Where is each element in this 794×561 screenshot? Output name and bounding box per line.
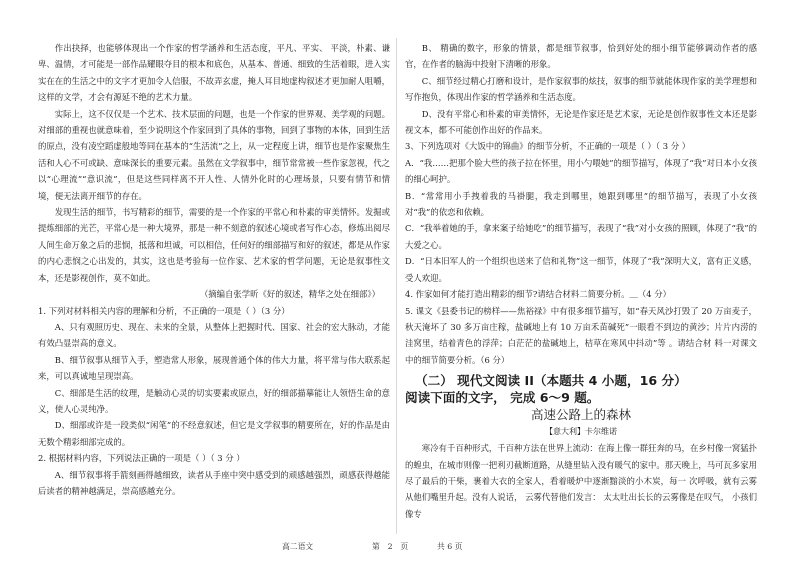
paragraph: 实际上，这不仅仅是一个艺术、技术层面的问题，也是一个作家的世界观、美学观的问题。对细部的重视也就意味着，至少说明这个作家回到了具体的事物，回到了事物的本体，回到生活的原点，没有凌空蹈虚般地等同在基本的“生活流”之上，从一定程度上讲，细节也是作家聚焦生活和人心不可或缺、意味深长的重要元素。虽然在文学叙事中，细节常常被一些作家忽视，代之以“心理流”“意识流”，但是这些同样离不开人性、人情外化时的心理场景，只要有情节和情境，便无法离开细节的存在。	[38, 108, 390, 201]
section-number: （二）	[415, 373, 453, 389]
q3-option-c: C．“我举着她的手，拿来案子给她吃”的细节描写，表现了“我”对小女孩的照顾，体现了“我”的大爱之心。	[405, 223, 757, 250]
source-citation: （摘编自张学昕《好的叙述，精华之处在细部》）	[199, 289, 380, 300]
q2-option-a: A、细节叙事将手箭刻画得越细致，读者从手座中突中感受到的顽感越强烈，顽感获得越能后读者的精神越满足，崇高感越充分。	[38, 469, 390, 496]
q1-option-d: D、细部或许是一段类似“闲笔”的不经意叙述，但它是文学叙事的精要所在，好的作品是由无数个精彩细部完成的。	[38, 420, 390, 447]
left-column	[38, 40, 390, 499]
right-column	[405, 40, 757, 522]
q2-option-b: B、 精确的数字，形象的情景，都是细节叙事，恰到好处的细小细节能够调动作者的感官，在作者的脑海中投射下清晰的形象。	[405, 43, 757, 70]
q1-option-b: B、细节叙事从细节入手，塑造常人形象，展现普通个体的伟大力量，将平常与伟大联系起来，可以真诚地呈现崇高。	[38, 354, 390, 382]
q3-option-a: A．“我……把那个脸大些的孩子拉在怀里，用小勺喂她”的细节描写，体现了“我”对日本小女孩的细心呵护。	[405, 157, 757, 185]
question-1: 1. 下列对材料相关内容的理解和分析，不正确的一项是（ ）（3 分）	[38, 305, 290, 316]
section-instruction: 阅读下面的文字， 完成 6～9 题。	[405, 390, 600, 406]
paragraph: 作出抉择，也能够体现出一个作家的哲学涵养和生活态度，平凡、平实、 平淡，朴素、谦卑、温情，才可能是一部作品耀眼夺目的根本和底色，从基本、普通、细致的生活着眼，进入实实在在的生活之中的文字才更加令人信服，不故弄玄虚，掩人耳目地虚构叙述才更加耐人咀嚼，这样的文学，才会有源延不绝的艺术力量。	[38, 43, 390, 103]
q3-option-b: B．“常常用小手拽着我的马褂腿，我走到哪里，她跟到哪里”的细节描写，表现了小女孩对“我”的依恋和依赖。	[405, 190, 757, 218]
q2-option-d: D、没有平常心和朴素的审美情怀，无论是作家还是艺术家，无论是创作叙事性文本还是影视文本，都不可能创作出好的作品来。	[405, 108, 757, 136]
q2-option-c: C、细节经过精心打磨和设计，是作家叙事的炫技，叙事的细节就能体现作家的美学理想和写作抱负，体现出作家的哲学涵养和生活态度。	[405, 75, 757, 103]
question-3: 3、下列选项对《大饭中的锦曲》的细节分析，不正确的一项是（ ）（ 3 分 ）	[405, 141, 691, 152]
question-5: 5. 课文《县委书记的榜样——焦裕禄》中有很多细节描写，如“春天风沙打毁了 20 万亩麦子，秋天淹坏了 30 多万亩庄稼，盐碱地上有 10 万亩禾苗碱死”一眼看不到边的黄沙；片片内涝的洼窝里，结着青色的浮萍；白茫茫的盐碱地上，桔草在寒风中抖动”等 。请结合材 料一对课文中的细节简要分析。（6 分）	[405, 305, 757, 365]
section-heading	[405, 372, 757, 389]
footer-page-number: 第 2 页	[372, 542, 409, 551]
question-4: 4. 作家如何才能打造出精彩的细节?请结合材料二简要分析。＿（4 分）	[405, 289, 672, 300]
column-divider	[396, 38, 397, 534]
article-paragraph: 寒冷有千百种形式，千百种方法在世界上流动：在海上像一群狂奔的马，在乡村像一窝猛扑的蝗虫，在城市则像一把利刃截断道路，从缝里钻入没有暖气的家中。那天晚上，马可瓦多家用尽了最后的干柴，裹着大衣的全家人，看着暖炉中逐渐黯淡的小木炭，每一 次呼吸，就有云雾从他们嘴里升起。没有人说话， 云雾代替他们发言： 太太吐出长长的云雾像是在叹气， 小孩们像专	[405, 443, 757, 519]
paragraph: 发现生活的细节，书写精彩的细节，需要的是一个作家的平常心和朴素的审美情怀。发掘或提炼细部的光芒，平常心是一种大境界，那是一种不刻意的叙述心境或者写作心态，修炼出阅尽人间生命万象之后的悲悯，抵落和坦诚，可以相信，任何好的细部描写和好的叙述，都是从作家的内心悲悯之心出发的，其实，这也是考验每一位作家、艺术家的哲学问题，无论是叙事性文本，还是影视创作，莫不如此。	[38, 207, 390, 283]
section-title: 现代文阅读 II（本题共 4 小题，16 分）	[457, 373, 687, 389]
article-title: 高速公路上的森林	[530, 407, 631, 423]
footer-total-pages: 共 6 页	[437, 542, 463, 551]
question-2: 2. 根据材料内容，下列说法正确的一项是（ ）（ 3 分 ）	[38, 453, 245, 464]
article-author: 【意大利】卡尔维诺	[545, 427, 617, 437]
q3-option-d: D．“日本旧军人的一个组织也送来了信和礼物”这一细节，体现了“我”深明大义，富有正义感，受人欢迎。	[405, 256, 757, 283]
footer-subject: 高二语文	[282, 542, 314, 551]
q1-option-a: A、只有观照历史、现在、未来的全景，从整体上把握时代、国家、社会的宏大脉动，才能有效凸显崇高的意义。	[38, 321, 390, 349]
q1-option-c: C、细部是生活的纹理，是触动心灵的切实要素或原点，好的细部描摹能让人领悟生命的意义，使人心灵纯净。	[38, 387, 390, 414]
